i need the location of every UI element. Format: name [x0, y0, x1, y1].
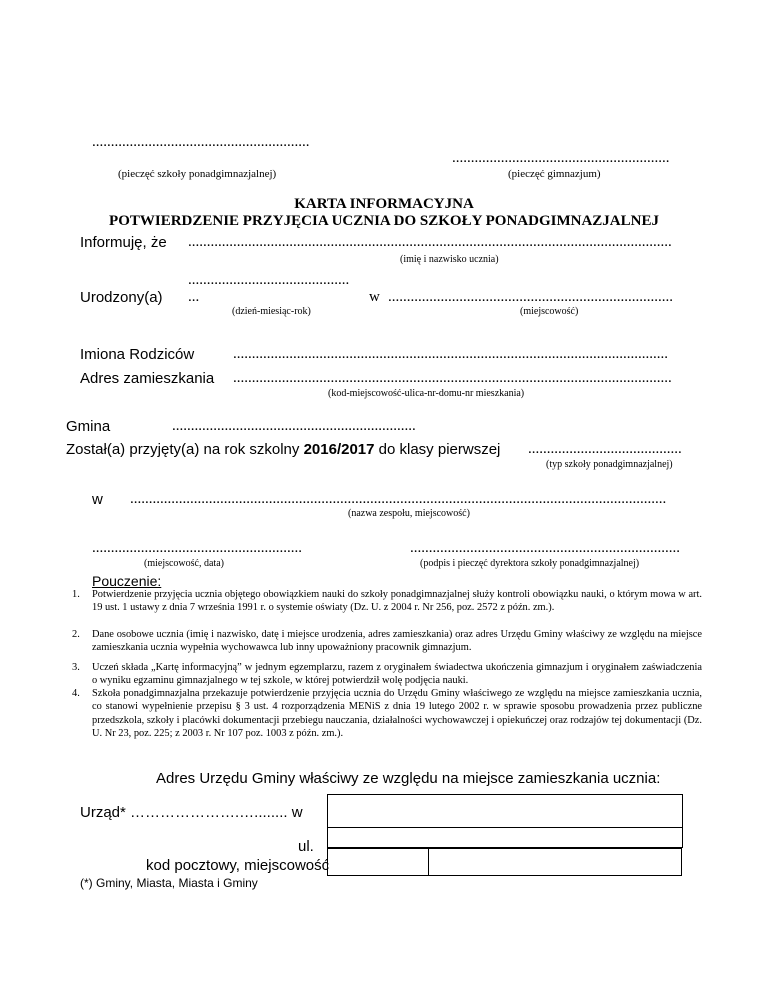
instruction-text-2: Dane osobowe ucznia (imię i nazwisko, datę i miejsce urodzenia, adres zamieszkania) oraz adres Urzędu Gminy właściwy ze względu na miejsce zamieszkania ucznia wypełnia wychowawca lub inny upoważniony pracownik gimnazjum.: [92, 629, 702, 654]
office-heading: Adres Urzędu Gminy właściwy ze względu na miejsce zamieszkania ucznia:: [156, 770, 661, 787]
instruction-text-1: Potwierdzenie przyjęcia ucznia objętego obowiązkiem nauki do szkoły ponadgimnazjalnej służy kontroli obowiązku nauki, o którym mowa w art. 19 ust. 1 ustawy z dnia 7 września 1991 r. o systemie oświaty (Dz. U. z 2004 r. Nr 256, poz. 2572 z późn. zm.).: [92, 589, 702, 614]
office-postal-label: kod pocztowy, miejscowość: [146, 857, 330, 874]
instruction-item-2: [72, 628, 702, 655]
student-name-dots[interactable]: .................................................................................................................................: [188, 234, 672, 250]
accepted-prefix: Został(a) przyjęty(a) na rok szkolny: [66, 441, 304, 458]
school-type-hint: (typ szkoły ponadgimnazjalnej): [546, 459, 673, 470]
instruction-num-4: 4.: [72, 688, 80, 699]
signature-dots[interactable]: ........................................................................: [410, 540, 680, 556]
instruction-text-4: Szkoła ponadgimnazjalna przekazuje potwierdzenie przyjęcia ucznia do Urzędu Gminy właściwego ze względu na miejsce zamieszkania ucznia, co stanowi wypełnienie przepisu § 3 ust. 4 rozporządzenia MENiS z dnia 19 lutego 2002 r. w sprawie sposobu prowadzenia przez publiczne przedszkola, szkoły i placówki dokumentacji przebiegu nauczania, działalności wychowawczej i opiekuńczej oraz rodzajów tej dokumentacji (Dz. U. Nr 23, poz. 225; z 2003 r. Nr 107 poz. 1003 z późn. zm.).: [92, 688, 702, 740]
gmina-dots[interactable]: .................................................................: [172, 418, 416, 434]
student-name-hint: (imię i nazwisko ucznia): [400, 254, 499, 265]
w-label: w: [369, 289, 380, 305]
accepted-line: [66, 441, 500, 458]
born-label: Urodzony(a): [80, 289, 163, 306]
stamp-left-label: (pieczęć szkoły ponadgimnazjalnej): [118, 168, 277, 180]
birth-date-hint: (dzień-miesiąc-rok): [232, 306, 311, 317]
instruction-item-3: [72, 661, 702, 688]
title-line2: POTWIERDZENIE PRZYJĘCIA UCZNIA DO SZKOŁY PONADGIMNAZJALNEJ: [109, 213, 659, 229]
instruction-item-1: [72, 588, 702, 615]
birth-place-dots[interactable]: ............................................................................: [388, 289, 673, 305]
office-street-field[interactable]: [327, 827, 683, 848]
instruction-item-4: [72, 687, 702, 741]
office-urzad-label: Urząd* ………………….…........ w: [80, 804, 303, 821]
birth-place-hint: (miejscowość): [520, 306, 579, 317]
birth-date-dots-line2[interactable]: ...: [188, 289, 200, 305]
office-street-label: ul.: [298, 838, 314, 855]
office-footnote: (*) Gminy, Miasta, Miasta i Gminy: [80, 876, 258, 890]
stamp-right-dots: ..........................................................: [452, 150, 670, 166]
instruction-num-2: 2.: [72, 629, 80, 640]
address-hint: (kod-miejscowość-ulica-nr-domu-nr mieszkania): [328, 388, 525, 399]
instruction-text-3: Uczeń składa „Kartę informacyjną” w jednym egzemplarzu, razem z oryginałem świadectwa ukończenia gimnazjum i oryginałem zaświadczenia o wyniku egzaminu gimnazjalnego w tej szkole, w której potwierdził wolę podjęcia nauki.: [92, 662, 702, 687]
instructions-heading: Pouczenie:: [92, 573, 162, 589]
instruction-num-1: 1.: [72, 589, 80, 600]
office-postal-code-field[interactable]: [327, 848, 429, 876]
title-line1: KARTA INFORMACYJNA: [294, 196, 474, 212]
accepted-suffix: do klasy pierwszej: [374, 441, 501, 458]
gmina-label: Gmina: [66, 418, 111, 435]
city-date-dots[interactable]: ........................................................: [92, 540, 302, 556]
school-type-dots[interactable]: .........................................: [528, 441, 682, 457]
stamp-left-dots: ..........................................................: [92, 134, 310, 150]
school-year: 2016/2017: [303, 441, 375, 458]
parents-label: Imiona Rodziców: [80, 346, 195, 363]
w2-label: w: [92, 491, 103, 508]
signature-hint: (podpis i pieczęć dyrektora szkoły ponadgimnazjalnej): [420, 558, 640, 569]
stamp-right-label: (pieczęć gimnazjum): [508, 168, 601, 180]
school-name-hint: (nazwa zespołu, miejscowość): [348, 508, 470, 519]
school-name-dots[interactable]: ...............................................................................................................................................: [130, 491, 667, 507]
birth-date-dots-line1[interactable]: ...........................................: [188, 272, 350, 288]
office-name-field[interactable]: [327, 794, 683, 828]
instruction-num-3: 3.: [72, 662, 80, 673]
address-dots[interactable]: .....................................................................................................................: [233, 370, 672, 386]
office-city-field[interactable]: [428, 848, 682, 876]
address-label: Adres zamieszkania: [80, 370, 215, 387]
city-date-hint: (miejscowość, data): [144, 558, 224, 569]
parents-dots[interactable]: ....................................................................................................................: [233, 346, 668, 362]
informuje-label: Informuję, że: [80, 234, 167, 251]
